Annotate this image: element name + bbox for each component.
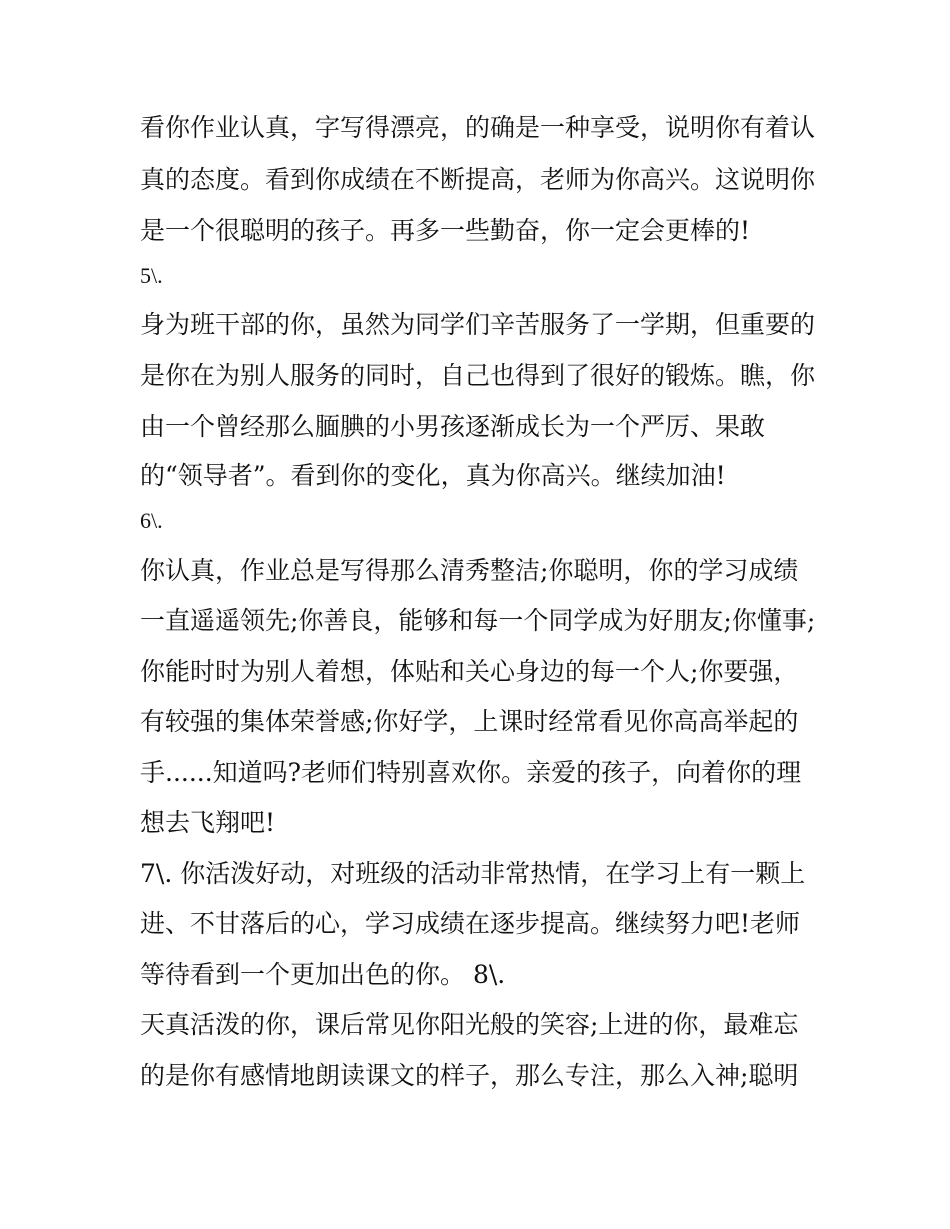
- text-line: 想去飞翔吧!: [140, 808, 276, 837]
- section-number-6: 6\.: [140, 508, 163, 533]
- text-line: 的“领导者”。看到你的变化，真为你高兴。继续加油!: [140, 461, 726, 490]
- text-line: 身为班干部的你，虽然为同学们辛苦服务了一学期，但重要的: [140, 310, 816, 339]
- text-line: 真的态度。看到你成绩在不断提高，老师为你高兴。这说明你: [140, 165, 816, 194]
- text-line: 你认真，作业总是写得那么清秀整洁;你聪明，你的学习成绩: [140, 556, 799, 585]
- section-number-5: 5\.: [140, 263, 163, 288]
- text-line-section-7: 7\. 你活泼好动，对班级的活动非常热情，在学习上有一颗上: [140, 859, 806, 888]
- text-line: 你能时时为别人着想，体贴和关心身边的每一个人;你要强，: [140, 657, 799, 686]
- text-line: 一直遥遥领先;你善良，能够和每一个同学成为好朋友;你懂事;: [140, 606, 816, 635]
- text-line: 进、不甘落后的心，学习成绩在逐步提高。继续努力吧!老师: [140, 909, 801, 938]
- text-line: 是一个很聪明的孩子。再多一些勤奋，你一定会更棒的!: [140, 216, 751, 245]
- text-line: 手......知道吗?老师们特别喜欢你。亲爱的孩子，向着你的理: [140, 758, 802, 787]
- text-line: 的是你有感情地朗读课文的样子，那么专注，那么入神;聪明: [140, 1061, 799, 1090]
- text-line: 有较强的集体荣誉感;你好学，上课时经常看见你高高举起的: [140, 707, 799, 736]
- text-line: 看你作业认真，字写得漂亮，的确是一种享受，说明你有着认: [140, 113, 816, 142]
- text-line: 由一个曾经那么腼腆的小男孩逐渐成长为一个严厉、果敢: [140, 412, 766, 441]
- text-line-section-8: 等待看到一个更加出色的你。 8\.: [140, 960, 506, 989]
- text-line: 是你在为别人服务的同时，自己也得到了很好的锻炼。瞧，你: [140, 361, 816, 390]
- text-line: 天真活泼的你，课后常见你阳光般的笑容;上进的你，最难忘: [140, 1010, 799, 1039]
